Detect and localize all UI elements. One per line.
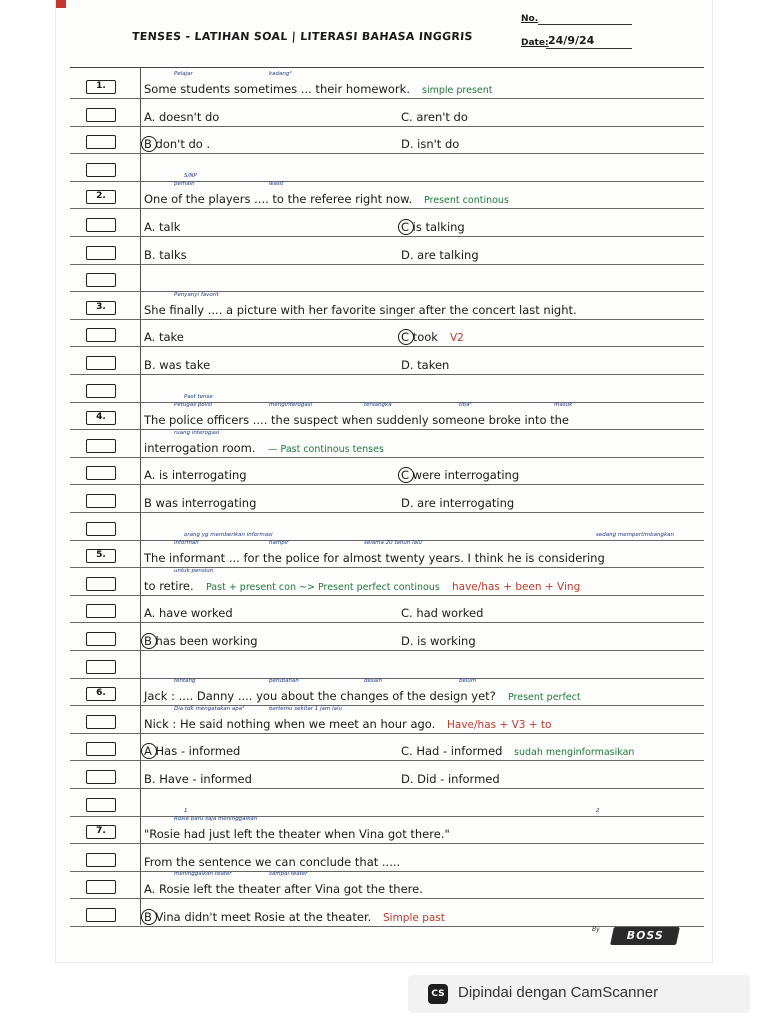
word-gloss: selama 20 tahun lalu bbox=[364, 540, 423, 547]
option-text: B has been working bbox=[144, 634, 258, 648]
annotation: S/NP bbox=[184, 172, 197, 179]
number-box bbox=[86, 577, 116, 591]
number-box: 6. bbox=[86, 687, 116, 701]
word-gloss: tersangka bbox=[364, 402, 392, 409]
page-corner-mark bbox=[56, 0, 66, 8]
option-text: D. taken bbox=[401, 358, 450, 372]
number-box: 3. bbox=[86, 301, 116, 315]
exercise-row bbox=[56, 182, 712, 209]
option-text: A. talk bbox=[144, 220, 181, 234]
annotation: 2 bbox=[596, 807, 600, 814]
option-text: C took bbox=[401, 330, 438, 345]
formula-note: have/has + been + Ving bbox=[452, 580, 581, 593]
option-text: B. talks bbox=[144, 247, 187, 262]
word-gloss: sampai teater bbox=[269, 871, 308, 878]
brand-by: By bbox=[592, 926, 600, 933]
number-box bbox=[86, 273, 116, 287]
word-gloss: informan bbox=[174, 540, 199, 547]
option-text: D. is working bbox=[401, 634, 476, 648]
word-gloss: Penyanyi favorit bbox=[174, 291, 219, 298]
exercise-row bbox=[56, 458, 712, 485]
exercise-row bbox=[56, 845, 712, 872]
option-text: interrogation room. bbox=[144, 440, 256, 455]
exercise-row bbox=[56, 652, 712, 679]
exercise-row bbox=[56, 265, 712, 292]
number-box: 7. bbox=[86, 825, 116, 839]
exercise-row bbox=[56, 624, 712, 651]
number-box bbox=[86, 163, 116, 177]
word-gloss: Pelajar bbox=[174, 71, 193, 77]
number-box bbox=[86, 742, 116, 756]
option-text: D. Did - informed bbox=[401, 772, 500, 786]
option-text: B. Have - informed bbox=[144, 772, 252, 786]
number-box bbox=[86, 522, 116, 536]
annotation: Past tense bbox=[184, 393, 213, 400]
option-text: D. are talking bbox=[401, 247, 479, 262]
option-text: B don't do . bbox=[144, 137, 211, 152]
number-box bbox=[86, 798, 116, 812]
word-gloss: Rosie baru saja meninggalkan bbox=[174, 816, 258, 823]
notebook-page bbox=[56, 0, 712, 962]
answer-circle bbox=[141, 633, 157, 649]
number-box: 2. bbox=[86, 190, 116, 204]
number-box bbox=[86, 908, 116, 922]
exercise-row bbox=[56, 376, 712, 403]
answer-circle bbox=[398, 219, 414, 235]
number-box: 1. bbox=[86, 80, 116, 94]
word-gloss: untuk pensiun bbox=[174, 567, 214, 574]
option-text: A. have worked bbox=[144, 606, 233, 621]
exercise-row bbox=[56, 127, 712, 154]
exercise-row bbox=[56, 155, 712, 182]
option-text: C were interrogating bbox=[401, 468, 520, 483]
formula-note: Have/has + V3 + to bbox=[447, 718, 552, 731]
option-text: C. Had - informed bbox=[401, 744, 503, 759]
option-text: D. isn't do bbox=[401, 137, 460, 152]
grammar-note: Past + present con ~> Present perfect continous bbox=[206, 581, 440, 593]
grammar-note: simple present bbox=[422, 85, 493, 96]
word-gloss: belum bbox=[459, 678, 477, 685]
number-box bbox=[86, 218, 116, 232]
number-box bbox=[86, 384, 116, 398]
number-box bbox=[86, 880, 116, 894]
number-box bbox=[86, 853, 116, 867]
word-gloss: hampir bbox=[269, 540, 289, 547]
option-text: A. take bbox=[144, 330, 184, 345]
grammar-note: Present continous bbox=[424, 195, 509, 207]
question-text: The informant ... for the police for almost twenty years. I think he is considering bbox=[144, 551, 605, 566]
number-box bbox=[86, 660, 116, 674]
option-text: From the sentence we can conclude that ..... bbox=[144, 854, 401, 869]
grammar-note: — Past continous tenses bbox=[268, 443, 384, 455]
question-text: "Rosie had just left the theater when Vina got there." bbox=[144, 827, 450, 842]
word-gloss: wasit bbox=[269, 181, 284, 188]
exercise-row bbox=[56, 238, 712, 265]
exercise-row bbox=[56, 872, 712, 899]
word-gloss: Petugas polisi bbox=[174, 402, 213, 409]
option-text: Nick : He said nothing when we meet an hour ago. bbox=[144, 716, 436, 731]
question-text: Some students sometimes ... their homework. bbox=[144, 82, 410, 96]
number-box bbox=[86, 135, 116, 149]
exercise-row bbox=[56, 431, 712, 458]
question-text: Jack : .... Danny .... you about the changes of the design yet? bbox=[144, 689, 496, 704]
no-line bbox=[538, 24, 632, 25]
brand-logo: BOSS bbox=[610, 927, 680, 945]
exercise-row bbox=[56, 541, 712, 568]
exercise-row bbox=[56, 100, 712, 127]
number-box: 5. bbox=[86, 549, 116, 563]
exercise-row bbox=[56, 596, 712, 623]
word-gloss: tentang bbox=[174, 678, 196, 685]
date-line bbox=[546, 48, 632, 49]
exercise-row bbox=[56, 817, 712, 844]
word-gloss: masuk bbox=[554, 402, 573, 409]
exercise-row bbox=[56, 790, 712, 817]
number-box bbox=[86, 466, 116, 480]
question-text: The police officers .... the suspect when suddenly someone broke into the bbox=[144, 413, 570, 428]
word-gloss: tiba² bbox=[459, 402, 472, 409]
date-label: Date: bbox=[521, 38, 549, 48]
exercise-row bbox=[56, 486, 712, 513]
verb-form-note: V2 bbox=[450, 332, 464, 345]
option-text: A. doesn't do bbox=[144, 109, 220, 124]
option-text: A. Rosie left the theater after Vina got the there. bbox=[144, 882, 423, 897]
number-box bbox=[86, 604, 116, 618]
word-gloss: perubahan bbox=[269, 678, 299, 685]
exercise-row bbox=[56, 72, 712, 99]
formula-note: Simple past bbox=[383, 912, 445, 924]
annotation: 1 bbox=[184, 807, 188, 814]
exercise-row bbox=[56, 514, 712, 541]
top-rule bbox=[70, 67, 704, 68]
ruled-line bbox=[70, 926, 704, 927]
word-gloss: menginterogasi bbox=[269, 402, 313, 409]
page-title: TENSES - LATIHAN SOAL | LITERASI BAHASA INGGRIS bbox=[131, 30, 474, 43]
option-text: C is talking bbox=[401, 220, 465, 234]
exercise-row bbox=[56, 679, 712, 706]
option-text: A. is interrogating bbox=[144, 468, 247, 483]
number-box bbox=[86, 356, 116, 370]
number-box bbox=[86, 494, 116, 508]
option-text: A Has - informed bbox=[144, 744, 241, 759]
option-text: B. was take bbox=[144, 358, 211, 372]
number-box bbox=[86, 632, 116, 646]
number-box bbox=[86, 770, 116, 784]
camscanner-icon: CS bbox=[428, 984, 448, 1004]
number-box: 4. bbox=[86, 411, 116, 425]
word-gloss: kadang² bbox=[269, 71, 292, 77]
option-text: D. are interrogating bbox=[401, 496, 515, 510]
exercise-row bbox=[56, 403, 712, 430]
word-gloss: Dia tdk mengatakan apa² bbox=[174, 705, 245, 712]
annotation: sedang mempertimbangkan bbox=[596, 531, 674, 538]
word-gloss: ruang interogasi bbox=[174, 429, 220, 436]
word-gloss: bertemu sekitar 1 jam lalu bbox=[269, 705, 342, 712]
number-box bbox=[86, 246, 116, 260]
no-label: No. bbox=[521, 14, 539, 24]
exercise-row bbox=[56, 293, 712, 320]
option-text: B Vina didn't meet Rosie at the theater. bbox=[144, 910, 372, 924]
word-gloss: pemain bbox=[174, 181, 195, 188]
option-text: C. had worked bbox=[401, 606, 484, 621]
camscanner-watermark bbox=[408, 975, 750, 1013]
number-box bbox=[86, 108, 116, 122]
annotation: orang yg memberikan informasi bbox=[184, 531, 273, 538]
exercise-row bbox=[56, 320, 712, 347]
grammar-note: Present perfect bbox=[508, 692, 581, 704]
exercise-row bbox=[56, 900, 712, 927]
date-value: 24/9/24 bbox=[548, 34, 595, 47]
question-text: She finally .... a picture with her favorite singer after the concert last night. bbox=[144, 302, 577, 317]
word-gloss: meninggalkan teater bbox=[174, 871, 232, 878]
exercise-row bbox=[56, 734, 712, 761]
number-box bbox=[86, 715, 116, 729]
grammar-note: sudah menginformasikan bbox=[514, 747, 635, 759]
option-text: to retire. bbox=[144, 578, 194, 593]
answer-circle bbox=[141, 909, 157, 925]
exercise-row bbox=[56, 762, 712, 789]
camscanner-text: Dipindai dengan CamScanner bbox=[458, 984, 659, 1001]
number-box bbox=[86, 328, 116, 342]
word-gloss: desain bbox=[364, 678, 383, 685]
exercise-row bbox=[56, 707, 712, 734]
question-text: One of the players .... to the referee right now. bbox=[144, 192, 413, 207]
exercise-row bbox=[56, 210, 712, 237]
option-text: C. aren't do bbox=[401, 109, 468, 124]
option-text: B was interrogating bbox=[144, 496, 257, 510]
exercise-row bbox=[56, 569, 712, 596]
number-box bbox=[86, 439, 116, 453]
exercise-row bbox=[56, 348, 712, 375]
